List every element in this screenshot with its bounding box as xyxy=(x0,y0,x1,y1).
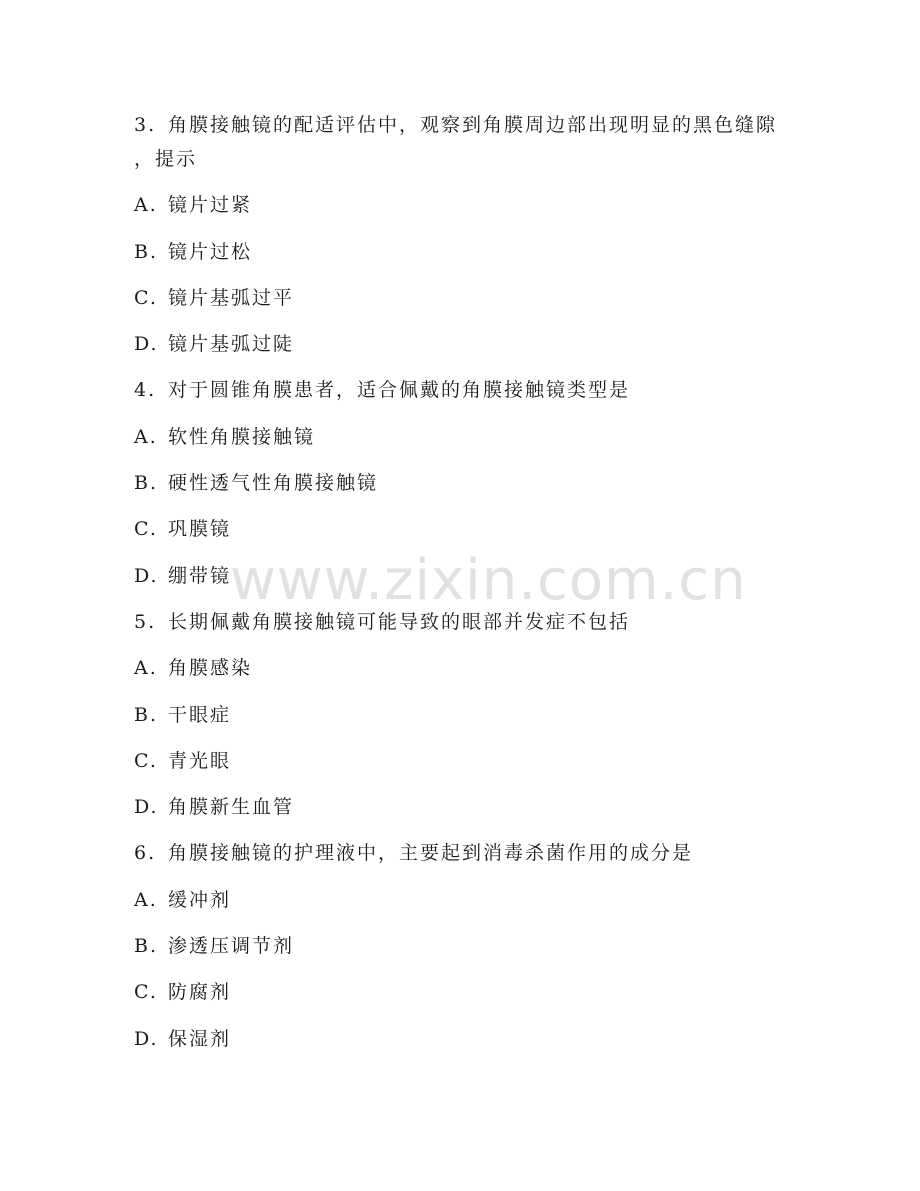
option-key: D. xyxy=(134,564,159,587)
option-text: 渗透压调节剂 xyxy=(168,935,295,958)
option-a xyxy=(134,651,794,685)
option-key: B. xyxy=(134,472,159,495)
option-a xyxy=(134,188,794,222)
question-number: 4. xyxy=(134,379,157,402)
option-d xyxy=(134,559,794,593)
option-key: C. xyxy=(134,286,158,309)
option-text: 巩膜镜 xyxy=(168,518,232,541)
option-b xyxy=(134,235,794,269)
question-list xyxy=(134,108,794,1068)
option-text: 镜片基弧过陡 xyxy=(168,333,295,356)
option-b xyxy=(134,698,794,732)
option-c xyxy=(134,744,794,778)
question-text: 对于圆锥角膜患者，适合佩戴的角膜接触镜类型是 xyxy=(168,379,631,402)
option-text: 镜片基弧过平 xyxy=(168,286,295,309)
option-b xyxy=(134,929,794,963)
option-text: 镜片过松 xyxy=(168,240,253,263)
question-6 xyxy=(134,836,794,870)
option-key: B. xyxy=(134,703,159,726)
option-key: A. xyxy=(134,888,158,911)
option-a xyxy=(134,420,794,454)
option-key: B. xyxy=(134,935,159,958)
option-c xyxy=(134,281,794,315)
question-text: 长期佩戴角膜接触镜可能导致的眼部并发症不包括 xyxy=(168,610,631,633)
option-key: B. xyxy=(134,240,159,263)
option-key: A. xyxy=(134,425,158,448)
option-text: 青光眼 xyxy=(168,749,232,772)
option-key: C. xyxy=(134,981,158,1004)
option-d xyxy=(134,327,794,361)
option-key: A. xyxy=(134,194,158,217)
question-number: 5. xyxy=(134,610,157,633)
question-text-continuation: ，提示 xyxy=(134,148,198,170)
option-c xyxy=(134,512,794,546)
option-key: D. xyxy=(134,796,159,819)
option-d xyxy=(134,1022,794,1056)
option-text: 干眼症 xyxy=(168,703,232,726)
option-text: 角膜新生血管 xyxy=(168,796,295,819)
option-key: C. xyxy=(134,749,158,772)
question-4 xyxy=(134,373,794,407)
question-number: 3. xyxy=(134,114,157,136)
question-text: 角膜接触镜的配适评估中，观察到角膜周边部出现明显的黑色缝隙 xyxy=(168,114,778,136)
option-text: 绷带镜 xyxy=(168,564,232,587)
option-c xyxy=(134,975,794,1009)
question-3 xyxy=(134,108,794,176)
watermark: www.zixin.com.cn xyxy=(230,548,747,613)
option-text: 硬性透气性角膜接触镜 xyxy=(168,472,379,495)
option-key: D. xyxy=(134,333,159,356)
option-b xyxy=(134,466,794,500)
option-text: 角膜感染 xyxy=(168,657,253,680)
option-key: A. xyxy=(134,657,158,680)
option-text: 软性角膜接触镜 xyxy=(168,425,316,448)
option-a xyxy=(134,883,794,917)
option-text: 防腐剂 xyxy=(168,981,232,1004)
question-stem xyxy=(134,108,794,142)
option-d xyxy=(134,790,794,824)
option-key: C. xyxy=(134,518,158,541)
option-text: 缓冲剂 xyxy=(168,888,232,911)
option-text: 镜片过紧 xyxy=(168,194,253,217)
question-text: 角膜接触镜的护理液中，主要起到消毒杀菌作用的成分是 xyxy=(168,842,694,865)
option-text: 保湿剂 xyxy=(168,1027,232,1050)
question-5 xyxy=(134,605,794,639)
question-number: 6. xyxy=(134,842,157,865)
option-key: D. xyxy=(134,1027,159,1050)
